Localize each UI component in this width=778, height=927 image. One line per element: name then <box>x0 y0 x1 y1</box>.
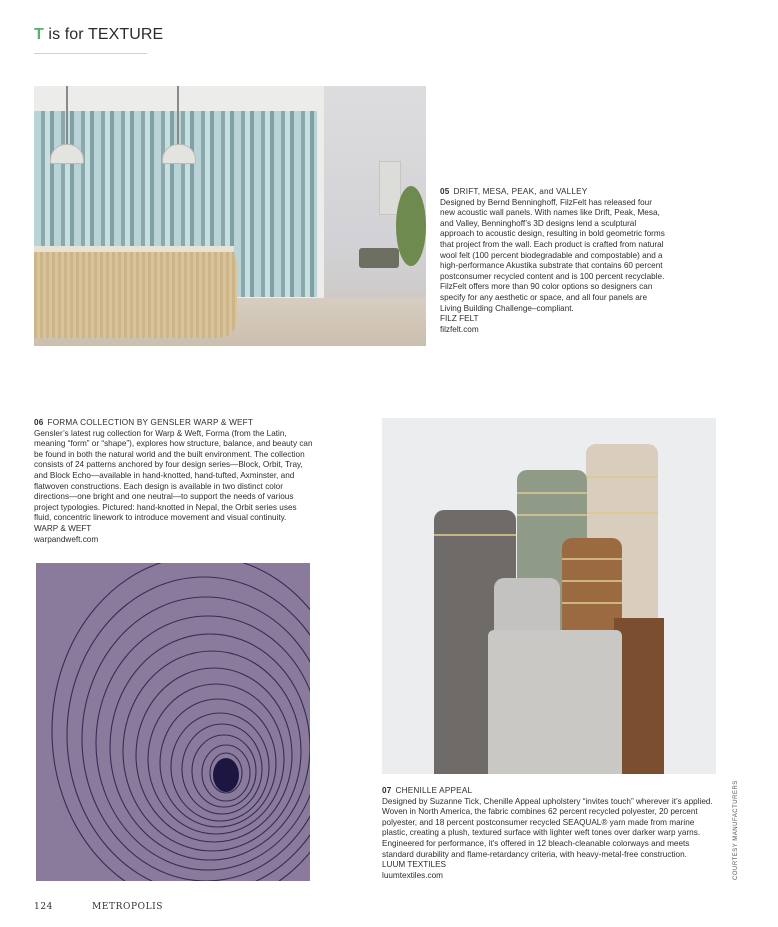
reception-desk <box>34 246 237 338</box>
orbit-rug-image <box>36 563 310 881</box>
item-maker: WARP & WEFT <box>34 523 92 533</box>
stitch <box>586 476 658 478</box>
chenille-fabric-rolls-image <box>382 418 716 774</box>
reception-desk-top <box>34 246 234 252</box>
item-number: 05 <box>440 187 450 196</box>
stitch <box>562 558 622 560</box>
photo-credit: COURTESY MANUFACTURERS <box>733 780 739 880</box>
section-header <box>34 26 163 44</box>
item-website-link[interactable]: warpandweft.com <box>34 534 99 544</box>
acoustic-wall-panels-image <box>34 86 426 346</box>
item-website-link[interactable]: filzfelt.com <box>440 324 479 334</box>
stitch <box>517 492 587 494</box>
item-website-link[interactable]: luumtextiles.com <box>382 870 443 880</box>
item-body: Designed by Suzanne Tick, Chenille Appeal upholstery “invites touch” wherever it’s applied. Woven in North America, the fabric combines 62 percent recycled polyester, 20 percent polyester, and 18 percent postconsumer recycled SEAQUAL® yarn made from marine plastic, creating a plush, textured surface with lighter weft tones over darker warp yarns. Engineered for performance, it’s offered in 12 bleach-cleanable colorways and meets standard durability and flame-retardancy criteria, with heavy-metal-free construction. <box>382 796 713 859</box>
stitch <box>517 514 587 516</box>
item-number: 07 <box>382 786 392 795</box>
item-maker: LUUM TEXTILES <box>382 860 447 870</box>
caption-05 <box>440 187 665 335</box>
caption-title <box>440 187 665 198</box>
header-divider <box>34 53 147 54</box>
caption-07 <box>382 786 722 881</box>
item-body: Designed by Bernd Benninghoff, FilzFelt has released four new acoustic wall panels. With names like Drift, Peak, Mesa, and Valley, Benninghoff’s 3D designs lend a sculptural approach to acoustic design, resulting in bold geometric forms that project from the wall. Each product is crafted from natural wool felt (100 percent biodegradable and compostable) and a high-performance Akustika substrate that contains 60 percent postconsumer recycled content and is 100 percent recyclable. FilzFelt offers more than 90 color options so designers can specify for any aesthetic or space, and all four panels are Living Building Challenge–compliant. <box>440 197 665 313</box>
item-maker: FILZ FELT <box>440 314 479 324</box>
plant <box>396 186 426 266</box>
light-gray-flap <box>488 630 622 774</box>
stitch <box>562 602 622 604</box>
stitch <box>586 512 658 514</box>
section-title: is for TEXTURE <box>43 26 164 43</box>
publication-name: METROPOLIS <box>92 902 164 912</box>
item-title: CHENILLE APPEAL <box>395 786 473 795</box>
item-title: FORMA COLLECTION BY GENSLER WARP & WEFT <box>47 418 254 427</box>
item-number: 06 <box>34 418 44 427</box>
section-initial: T <box>34 26 44 43</box>
stitch <box>562 580 622 582</box>
item-title: DRIFT, MESA, PEAK, and VALLEY <box>453 187 588 196</box>
pendant-cord <box>66 86 68 146</box>
gray-roll-top <box>494 578 560 638</box>
item-body: Gensler’s latest rug collection for Warp & Weft, Forma (from the Latin, meaning “form” or “shape”), explores how structure, balance, and beauty can be found in both the natural world and the built environment. The collection consists of 24 patterns anchored by four design series—Block, Orbit, Tray, and Block Echo—available in hand-knotted, hand-tufted, Axminster, and flatwoven constructions. Each design is available in two distinct color directions—one bright and one neutral—to support the needs of various project typologies. Pictured: hand-knotted in Nepal, the Orbit series uses fluid, concentric linework to introduce movement and visual continuity. <box>34 428 313 523</box>
stitch <box>434 534 516 536</box>
caption-title <box>382 786 722 797</box>
caption-06 <box>34 418 316 545</box>
pendant-cord <box>177 86 179 146</box>
caption-title <box>34 418 316 429</box>
bench <box>359 248 399 268</box>
concentric-lines-graphic <box>36 563 310 881</box>
page-number: 124 <box>34 902 53 912</box>
